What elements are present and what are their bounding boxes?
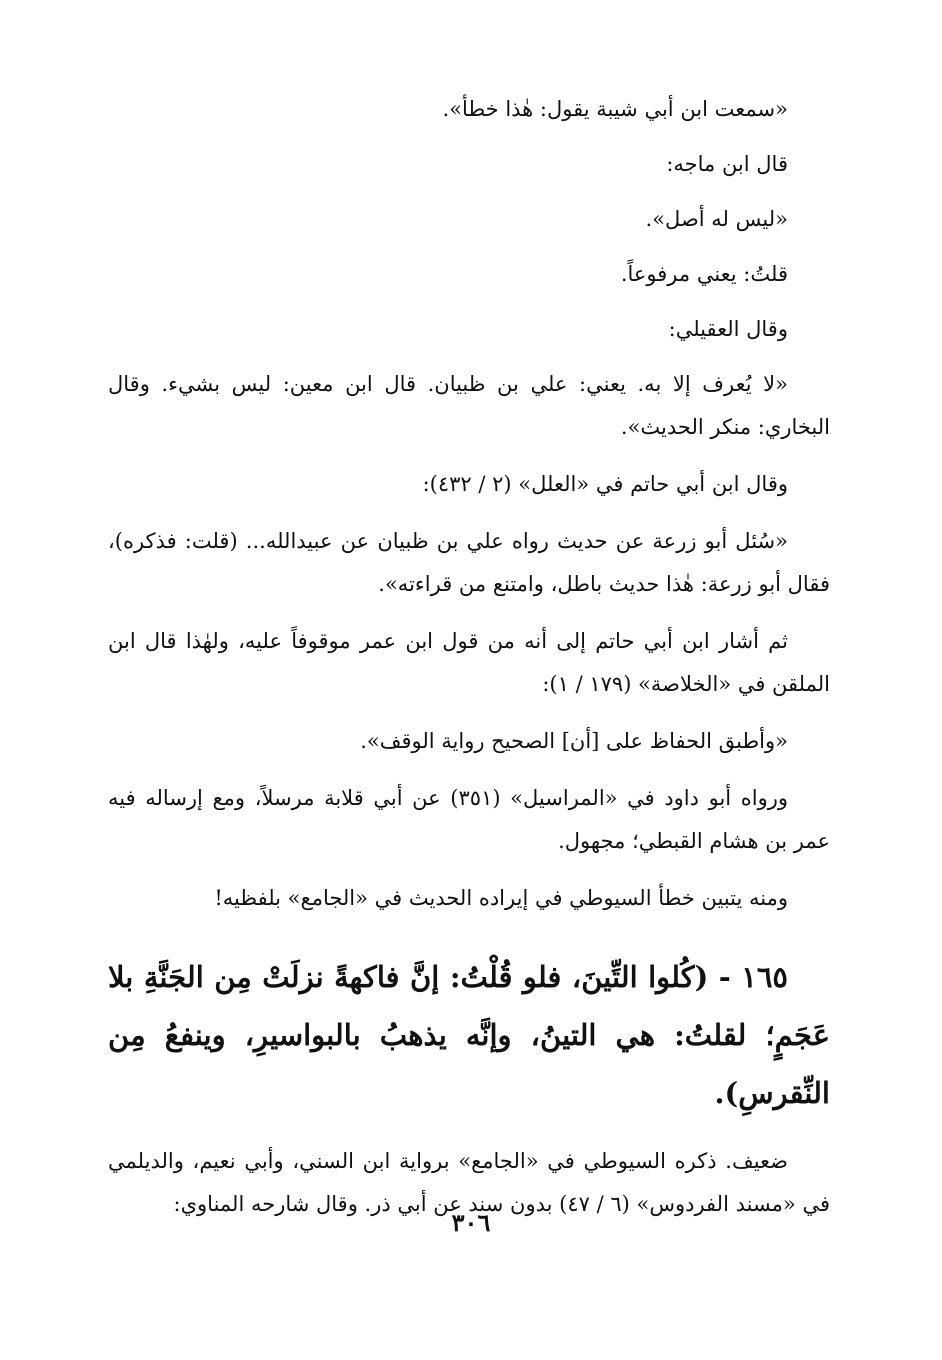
hadith-grading-commentary: ضعيف. ذكره السيوطي في «الجامع» برواية ابن السني، وأبي نعيم، والديلمي في «مسند الفردوس» (٦ / ٤٧) بدون سند عن أبي ذر. وقال شارحه المناوي: <box>108 1149 830 1216</box>
quote-uqayli: «لا يُعرف إلا به. يعني: علي بن ظبيان. قال ابن معين: ليس بشيء. وقال البخاري: منكر الحديث». <box>108 372 830 439</box>
uqayli-intro: وقال العقيلي: <box>668 317 788 341</box>
quote-ibn-abi-shaybah: «سمعت ابن أبي شيبة يقول: هٰذا خطأ». <box>442 97 788 121</box>
quote-laysa-lahu-asl: «ليس له أصل». <box>645 207 788 231</box>
quote-abu-zurah: «سُئل أبو زرعة عن حديث رواه علي بن ظبيان عن عبيدالله... (قلت: فذكره)، فقال أبو زرعة: هٰذا حديث باطل، وامتنع من قراءته». <box>108 529 830 596</box>
mawquf-note: ثم أشار ابن أبي حاتم إلى أنه من قول ابن عمر موقوفاً عليه، ولهٰذا قال ابن الملقن في «الخلاصة» (١٧٩ / ١): <box>108 629 830 696</box>
ibn-majah-intro: قال ابن ماجه: <box>666 152 788 176</box>
page-number: ٣٠٦ <box>451 1208 491 1237</box>
suyuti-error-note: ومنه يتبين خطأ السيوطي في إيراده الحديث في «الجامع» بلفظيه! <box>214 886 788 910</box>
quote-huffaz: «وأطبق الحفاظ على [أن] الصحيح رواية الوقف». <box>360 729 788 753</box>
hadith-heading: ١٦٥ - (كُلوا التِّينَ، فلو قُلْتُ: إنَّ فاكهةً نزلَتْ مِن الجَنَّةِ بلا عَجَمٍ؛ لقلتُ: هي التينُ، وإنَّه يذهبُ بالبواسيرِ، وينفعُ مِن النِّقرسِ). <box>108 960 830 1110</box>
author-note-marfu: قلتُ: يعني مرفوعاً. <box>620 262 788 286</box>
ibn-abi-hatim-intro: وقال ابن أبي حاتم في «العلل» (٢ / ٤٣٢): <box>422 472 788 496</box>
page-body <box>108 88 830 1226</box>
abu-dawud-mursal: ورواه أبو داود في «المراسيل» (٣٥١) عن أبي قلابة مرسلاً، ومع إرساله فيه عمر بن هشام القبطي؛ مجهول. <box>108 786 830 853</box>
